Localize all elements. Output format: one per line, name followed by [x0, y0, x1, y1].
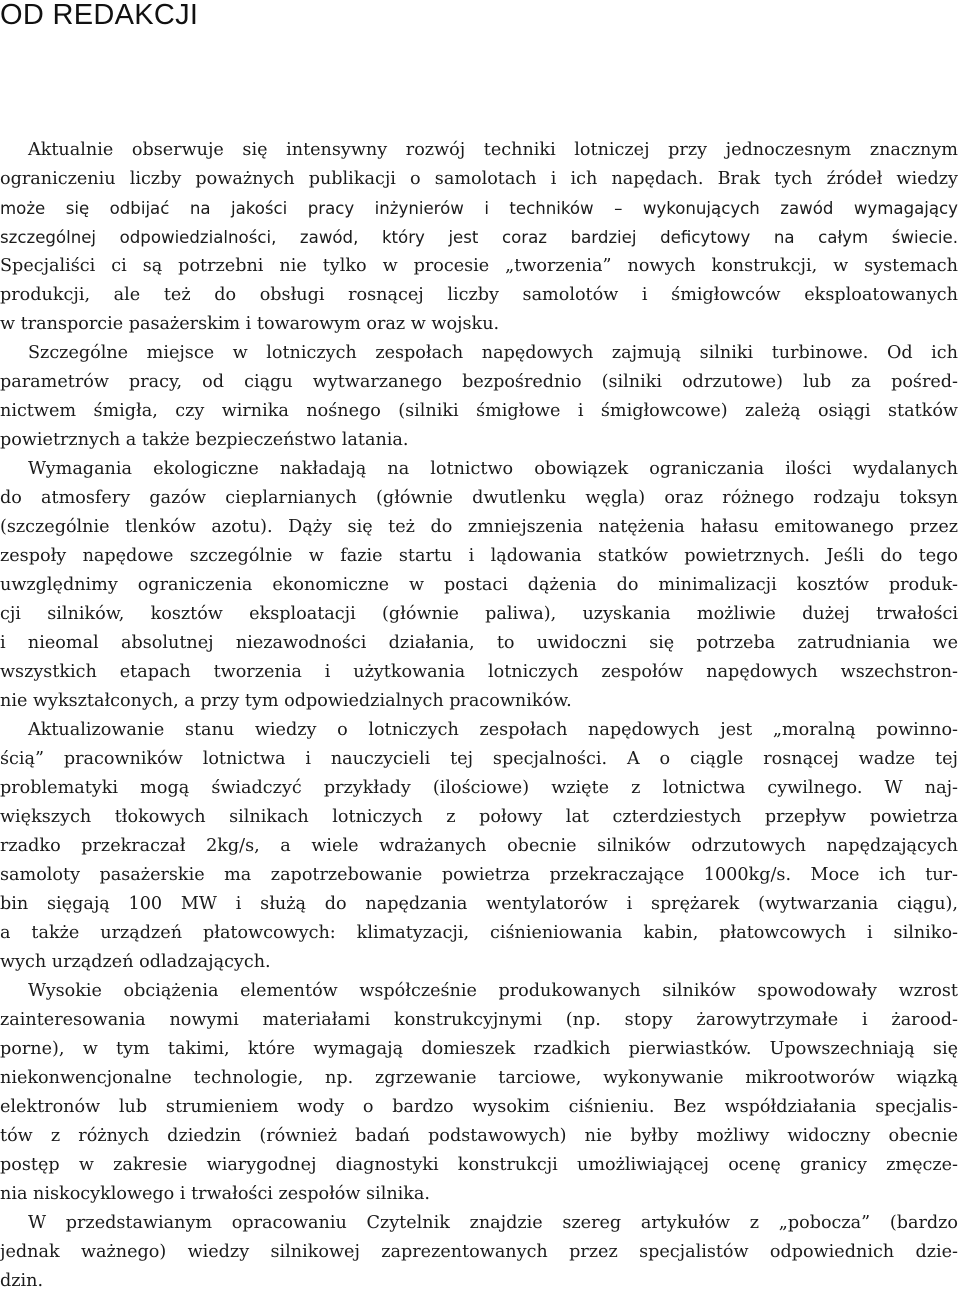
text-line: w transporcie pasażerskim i towarowym oraz w wojsku. [0, 314, 500, 334]
text-line: ścią” pracowników lotnictwa i nauczycieli tej specjalności. A o ciągle rosnącej wadze tej [0, 749, 958, 769]
text-line: większych tłokowych silnikach lotniczych z połowy lat czterdziestych przepływ powietrza [0, 807, 958, 827]
text-line: Aktualnie obserwuje się intensywny rozwój techniki lotniczej przy jednoczesnym znacznym [28, 140, 958, 160]
text-line: ograniczeniu liczby poważnych publikacji o samolotach i ich napędach. Brak tych źródeł wiedzy [0, 169, 958, 189]
text-line: nictwem śmigła, czy wirnika nośnego (silniki śmigłowe i śmigłowcowe) zależą osiągi statków [0, 401, 958, 421]
text-line: Wymagania ekologiczne nakładają na lotnictwo obowiązek ograniczania ilości wydalanych [28, 459, 958, 479]
text-line: uwzględnimy ograniczenia ekonomiczne w postaci dążenia do minimalizacji kosztów produk- [0, 575, 958, 595]
text-line: może się odbijać na jakości pracy inżynierów i techników – wykonujących zawód wymagający [0, 199, 958, 218]
text-line: samoloty pasażerskie ma zapotrzebowanie powietrza przekraczające 1000kg/s. Moce ich tur- [0, 865, 958, 885]
text-line: nie wykształconych, a przy tym odpowiedzialnych pracowników. [0, 691, 572, 711]
page-title: OD REDAKCJI [0, 0, 199, 31]
text-line: wych urządzeń odladzających. [0, 952, 271, 972]
editorial-body [0, 136, 958, 1296]
text-line: problematyki mogą świadczyć przykłady (ilościowe) wzięte z lotnictwa cywilnego. W naj- [0, 778, 958, 798]
text-line: jednak ważnego) wiedzy silnikowej zaprezentowanych przez specjalistów odpowiednich dzie- [0, 1242, 958, 1262]
text-line: nia niskocyklowego i trwałości zespołów silnika. [0, 1184, 431, 1204]
text-line: tów z różnych dziedzin (również badań podstawowych) nie byłby możliwy widoczny obecnie [0, 1126, 958, 1146]
text-line: zainteresowania nowymi materiałami konstrukcyjnymi (np. stopy żarowytrzymałe i żarood- [0, 1010, 958, 1030]
text-line: i nieomal absolutnej niezawodności działania, to uwidoczni się potrzeba zatrudniania we [0, 633, 958, 653]
text-line: Aktualizowanie stanu wiedzy o lotniczych zespołach napędowych jest „moralną powinno- [28, 720, 958, 740]
text-line: szczególnej odpowiedzialności, zawód, który jest coraz bardziej deficytowy na całym świecie. [0, 228, 958, 247]
text-line: postęp w zakresie wiarygodnej diagnostyki konstrukcji umożliwiającej ocenę granicy zmęcze- [0, 1155, 958, 1175]
text-line: produkcji, ale też do obsługi rosnącej liczby samolotów i śmigłowców eksploatowanych [0, 285, 958, 305]
text-line: Specjaliści ci są potrzebni nie tylko w procesie „tworzenia” nowych konstrukcji, w systemach [0, 256, 958, 276]
text-line: do atmosfery gazów cieplarnianych (głównie dwutlenku węgla) oraz różnego rodzaju toksyn [0, 488, 958, 508]
text-line: bin sięgają 100 MW i służą do napędzania wentylatorów i sprężarek (wytwarzania ciągu), [0, 894, 958, 914]
text-line: Wysokie obciążenia elementów współcześnie produkowanych silników spowodowały wzrost [28, 981, 958, 1001]
text-line: (szczególnie tlenków azotu). Dąży się też do zmniejszenia natężenia hałasu emitowanego przez [0, 517, 958, 537]
text-line: rzadko przekraczał 2kg/s, a wiele wdrażanych obecnie silników odrzutowych napędzających [0, 836, 958, 856]
text-line: wszystkich etapach tworzenia i użytkowania lotniczych zespołów napędowych wszechstron- [0, 662, 958, 682]
text-line: elektronów lub strumieniem wody o bardzo wysokim ciśnieniu. Bez współdziałania specjalis- [0, 1097, 958, 1117]
text-line: porne), w tym takimi, które wymagają domieszek rzadkich pierwiastków. Upowszechniają się [0, 1039, 958, 1059]
text-line: cji silników, kosztów eksploatacji (głównie paliwa), uzyskania możliwie dużej trwałości [0, 604, 958, 624]
text-line: niekonwencjonalne technologie, np. zgrzewanie tarciowe, wykonywanie mikrootworów wiązką [0, 1068, 958, 1088]
text-line: Szczególne miejsce w lotniczych zespołach napędowych zajmują silniki turbinowe. Od ich [28, 343, 958, 363]
text-line: zespoły napędowe szczególnie w fazie startu i lądowania statków powietrznych. Jeśli do tego [0, 546, 958, 566]
text-line: a także urządzeń płatowcowych: klimatyzacji, ciśnieniowania kabin, płatowcowych i silniko- [0, 923, 958, 943]
text-line: W przedstawianym opracowaniu Czytelnik znajdzie szereg artykułów z „pobocza” (bardzo [28, 1213, 958, 1233]
text-line: dzin. [0, 1271, 44, 1291]
text-line: powietrznych a także bezpieczeństwo latania. [0, 430, 409, 450]
text-line: parametrów pracy, od ciągu wytwarzanego bezpośrednio (silniki odrzutowe) lub za pośred- [0, 372, 958, 392]
